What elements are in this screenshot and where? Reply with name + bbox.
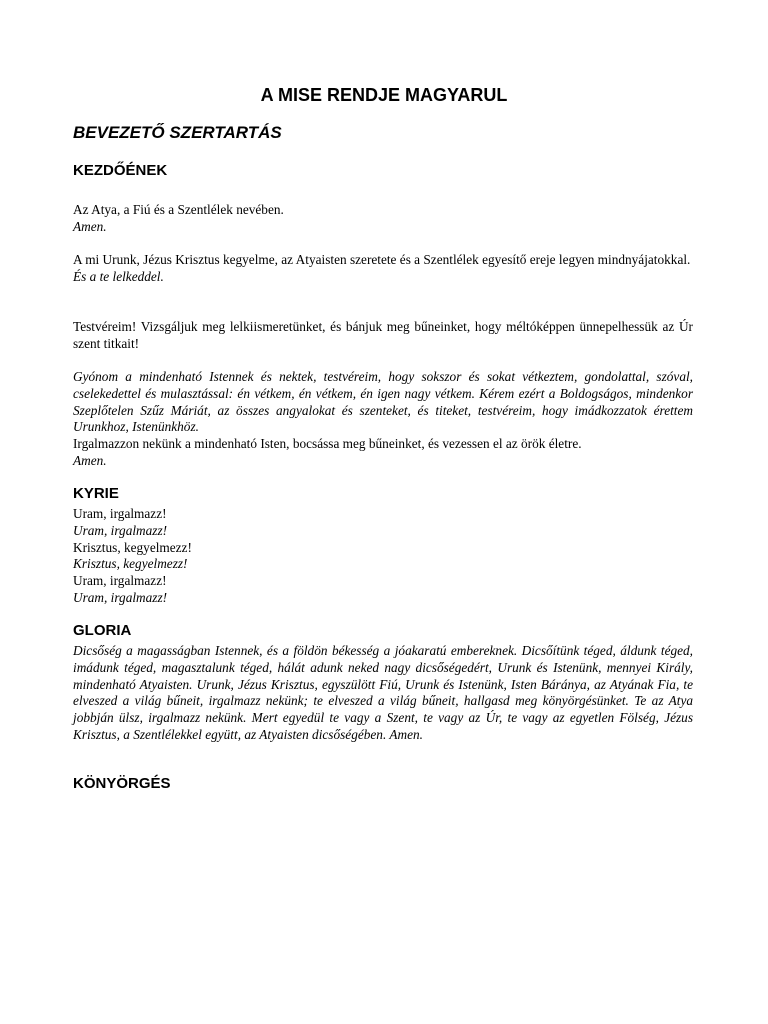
kyrie-line: Krisztus, kegyelmezz! <box>73 539 192 555</box>
kezdoenek-paragraph-3 <box>73 319 693 353</box>
kyrie-line: Uram, irgalmazz! <box>73 506 167 521</box>
sign-of-cross-text: Az Atya, a Fiú és a Szentlélek nevében. <box>73 202 284 217</box>
kezdoenek-paragraph-4 <box>73 369 693 470</box>
confiteor-text: Gyónom a mindenható Istennek és nektek, testvéreim, hogy sokszor és sokat vétkeztem, gondolattal, szóval, cselekedettel és mulasztással: én vétkem, én vétkem, én igen nagy vétkem. Kérem ezért a Boldogságos, mindenkor Szeplőtelen Szűz Máriát, az összes angyalokat és szenteket, és titeket, testvéreim, hogy imádkozzatok érettem Urunkhoz, Istenünkhöz. <box>73 369 693 435</box>
document-title: A MISE RENDJE MAGYARUL <box>260 85 508 105</box>
kyrie-line: Uram, irgalmazz! <box>73 522 168 538</box>
kyrie-lines <box>73 506 693 607</box>
kyrie-line: Krisztus, kegyelmezz! <box>73 556 188 572</box>
absolution-response: Amen. <box>73 452 107 468</box>
penitential-invitation-text: Testvéreim! Vizsgáljuk meg lelkiismeretünket, és bánjuk meg bűneinket, hogy méltóképpen ünnepelhessük az Úr szent titkait! <box>73 319 693 351</box>
kezdoenek-heading: KEZDŐÉNEK <box>73 162 168 179</box>
kezdoenek-paragraph-2 <box>73 252 693 286</box>
section-heading: BEVEZETŐ SZERTARTÁS <box>73 123 282 142</box>
greeting-text: A mi Urunk, Jézus Krisztus kegyelme, az Atyaisten szeretete és a Szentlélek egyesítő ereje legyen mindnyájatokkal. <box>73 252 691 267</box>
gloria-text: Dicsőség a magasságban Istennek, és a földön békesség a jóakaratú embereknek. Dicsőítünk téged, áldunk téged, imádunk téged, magasztalunk téged, hálát adunk neked nagy dicsőségedért, Urunk és Istenünk, mennyei Király, mindenható Atyaisten. Urunk, Jézus Krisztus, egyszülött Fiú, Urunk és Istenünk, Isten Báránya, az Atyának Fia, te elveszed a világ bűneit, irgalmazz nekünk; te elveszed a világ bűneit, hallgasd meg könyörgésünket. Te az Atya jobbján ülsz, irgalmazz nekünk. Mert egyedül te vagy a Szent, te vagy az Úr, te vagy az egyetlen Fölség, Jézus Krisztus, a Szentlélekkel együtt, az Atyaisten dicsőségében. Amen. <box>73 643 693 742</box>
konyorges-heading: KÖNYÖRGÉS <box>73 775 171 792</box>
greeting-response: És a te lelkeddel. <box>73 268 164 284</box>
absolution-text: Irgalmazzon nekünk a mindenható Isten, bocsássa meg bűneinket, és vezessen el az örök életre. <box>73 436 582 452</box>
kezdoenek-paragraph-1 <box>73 202 693 236</box>
response-amen: Amen. <box>73 218 107 234</box>
kyrie-line: Uram, irgalmazz! <box>73 573 167 589</box>
kyrie-line: Uram, irgalmazz! <box>73 589 168 605</box>
kyrie-heading: KYRIE <box>73 485 119 502</box>
gloria-heading: GLORIA <box>73 622 132 639</box>
